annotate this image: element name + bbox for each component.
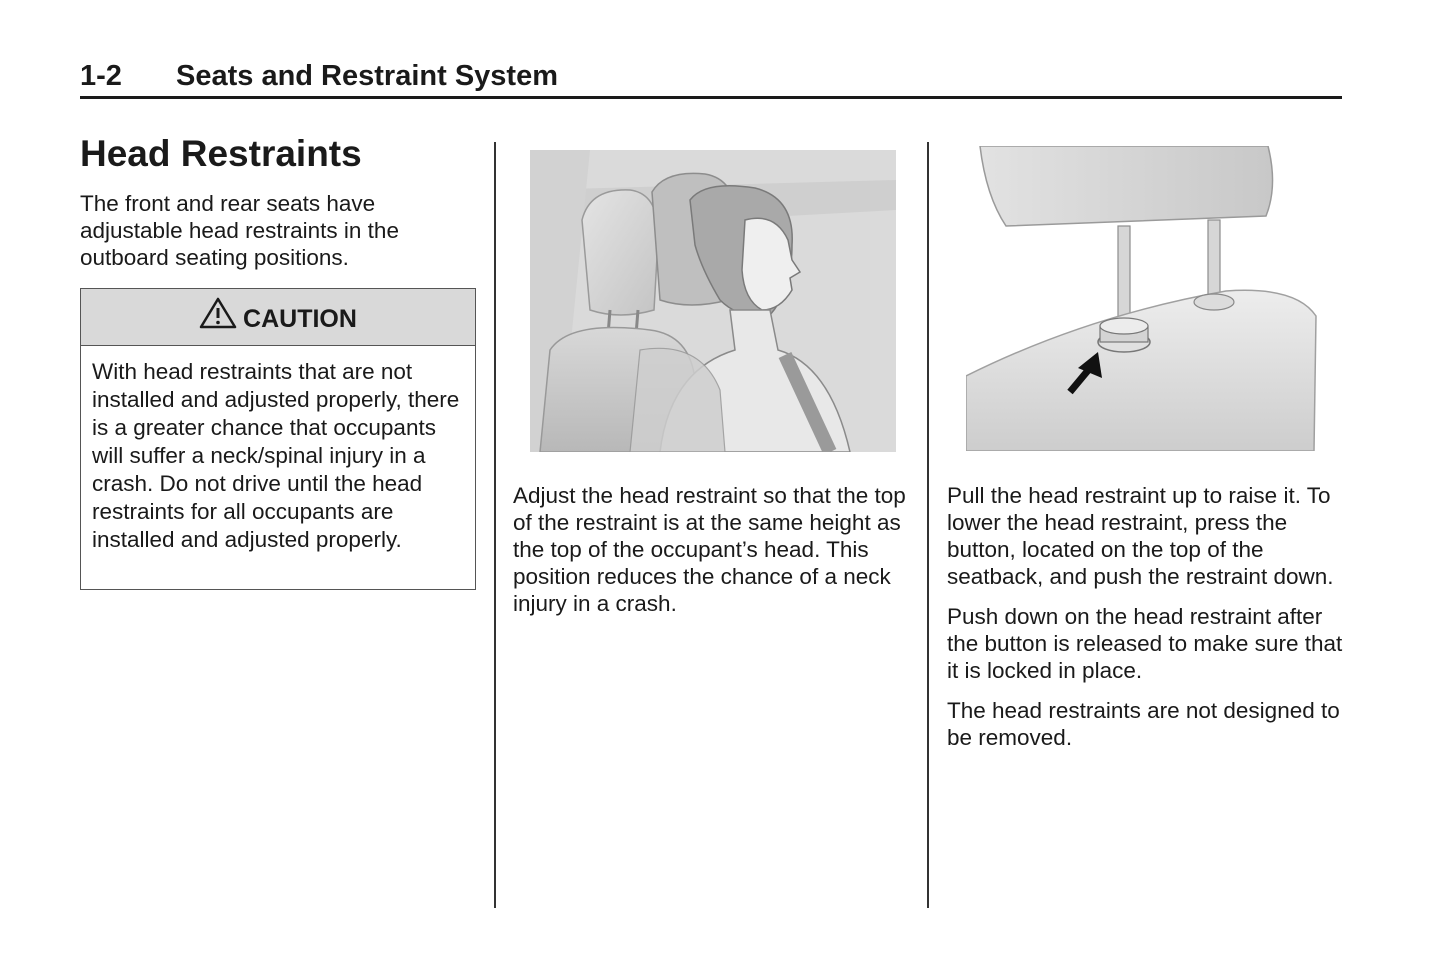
section-title: Seats and Restraint System	[176, 60, 558, 92]
column-right	[947, 482, 1347, 764]
caution-text: With head restraints that are not installed and adjusted properly, there is a greater chance that occupants will suffer a neck/spinal injury in a crash. Do not drive until the head restraints for all occupants are installed and adjusted properly.	[92, 359, 460, 552]
caution-label: CAUTION	[243, 304, 357, 333]
page-number: 1-2	[80, 60, 122, 92]
adjust-paragraph: Adjust the head restraint so that the top of the restraint is at the same height as the top of the occupant’s head. This position reduces the chance of a neck injury in a crash.	[513, 483, 906, 616]
intro-paragraph: The front and rear seats have adjustable head restraints in the outboard seating positions.	[80, 191, 399, 270]
warning-triangle-icon	[199, 297, 237, 329]
occupant-head-restraint-illustration	[530, 150, 896, 452]
page-header	[80, 58, 1342, 98]
page-heading: Head Restraints	[80, 133, 362, 174]
column-divider	[494, 142, 496, 908]
column-left	[80, 132, 476, 284]
header-rule	[80, 96, 1342, 99]
column-divider	[927, 142, 929, 908]
column-middle	[513, 482, 913, 630]
raise-lower-paragraph: Pull the head restraint up to raise it. To lower the head restraint, press the button, located on the top of the seatback, and push the restraint down.	[947, 483, 1334, 589]
caution-box	[80, 288, 476, 590]
lock-paragraph: Push down on the head restraint after the button is released to make sure that it is locked in place.	[947, 604, 1343, 683]
removal-paragraph: The head restraints are not designed to be removed.	[947, 698, 1340, 750]
caution-header	[81, 289, 475, 346]
release-button-illustration	[966, 146, 1346, 451]
